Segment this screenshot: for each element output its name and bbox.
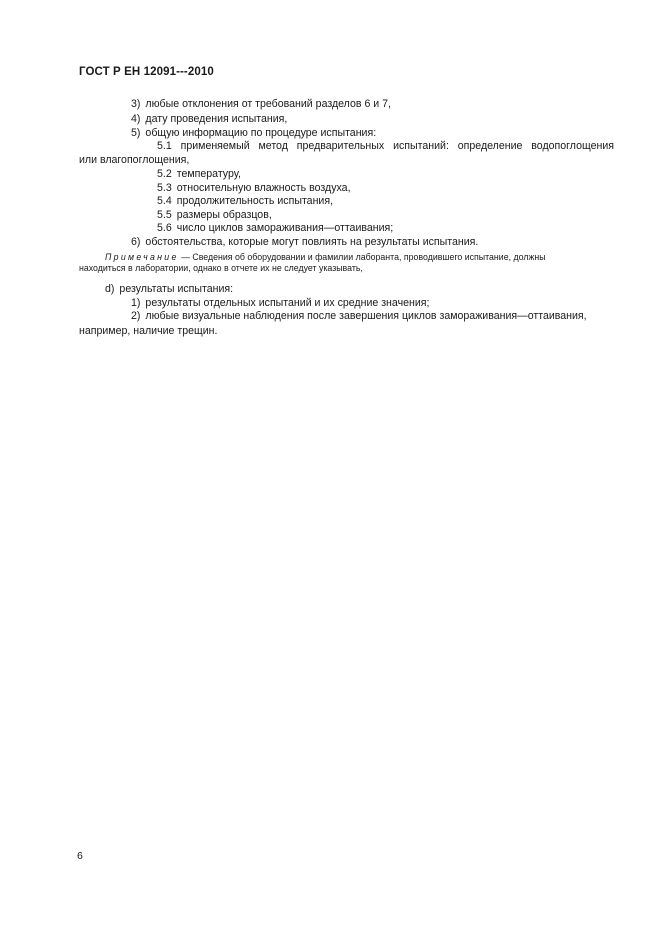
list-item-text: любые визуальные наблюдения после завершения циклов замораживания—оттаивания, (145, 310, 587, 322)
section-text: результаты испытания: (119, 283, 234, 295)
subitem-5-1-justified-line (157, 140, 614, 153)
document-header: ГОСТ Р ЕН 12091---2010 (79, 66, 214, 78)
list-item-5 (131, 127, 376, 140)
list-item-number: 6) (131, 236, 141, 248)
subitem-text: продолжительность испытания, (176, 195, 334, 207)
subitem-5-1-continuation: или влагопоглощения, (79, 154, 190, 166)
subitem-text: число циклов замораживания—оттаивания; (176, 222, 394, 234)
subitem-word: испытаний: (393, 140, 449, 152)
list-item-number: 3) (131, 98, 141, 110)
subitem-word: предварительных (296, 140, 385, 152)
subitem-5-2 (157, 168, 241, 181)
section-d-item-2-continuation: например, наличие трещин. (79, 325, 218, 337)
list-item-6 (131, 236, 478, 249)
subitem-5-6 (157, 222, 393, 235)
subitem-number: 5.5 (157, 209, 172, 221)
section-d (105, 283, 233, 296)
list-item-text: обстоятельства, которые могут повлиять на результаты испытания. (145, 236, 479, 248)
subitem-word: применяемый (180, 140, 250, 152)
subitem-text: относительную влажность воздуха, (176, 182, 351, 194)
subitem-number: 5.3 (157, 182, 172, 194)
list-item-text: результаты отдельных испытаний и их средние значения; (145, 297, 430, 309)
note-label: Примечание (105, 252, 179, 262)
note-text: — Сведения об оборудовании и фамилии лаборанта, проводившего испытание, должны (178, 252, 546, 262)
list-item-4 (131, 113, 287, 126)
subitem-text: размеры образцов, (176, 209, 272, 221)
subitem-word: определение (457, 140, 523, 152)
subitem-number: 5.6 (157, 222, 172, 234)
list-item-number: 5) (131, 127, 141, 139)
subitem-number: 5.1 (157, 140, 172, 152)
section-label: d) (105, 283, 115, 295)
note-line-2: находиться в лаборатории, однако в отчете их не следует указывать, (79, 263, 363, 273)
list-item-text: дату проведения испытания, (145, 113, 288, 125)
list-item-number: 1) (131, 297, 141, 309)
subitem-word: метод (258, 140, 288, 152)
list-item-number: 2) (131, 310, 141, 322)
page-number: 6 (77, 850, 83, 862)
subitem-5-5 (157, 209, 272, 222)
list-item-number: 4) (131, 113, 141, 125)
list-item-3 (131, 98, 391, 111)
subitem-number: 5.4 (157, 195, 172, 207)
subitem-text: температуру, (176, 168, 241, 180)
subitem-5-4 (157, 195, 333, 208)
subitem-5-3 (157, 182, 351, 195)
subitem-word: водопоглощения (531, 140, 614, 152)
section-d-item-1 (131, 297, 429, 310)
list-item-text: любые отклонения от требований разделов 6 и 7, (145, 98, 391, 110)
list-item-text: общую информацию по процедуре испытания: (145, 127, 377, 139)
note-line-1 (105, 252, 546, 263)
subitem-5-1 (157, 140, 614, 153)
section-d-item-2 (131, 310, 587, 323)
subitem-number: 5.2 (157, 168, 172, 180)
